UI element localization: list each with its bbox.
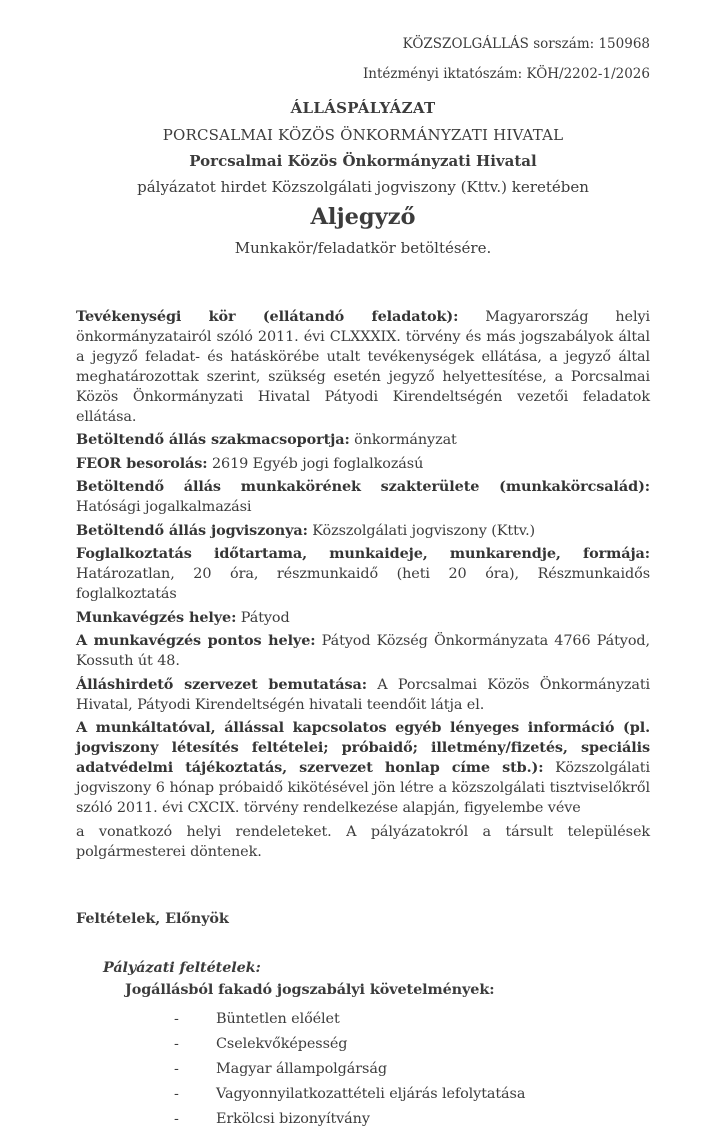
document-body: [76, 307, 650, 1129]
paragraph-text: Magyarország helyi önkormányzatairól szóló 2011. évi CLXXXIX. törvény és más jogszabályok által a jegyző feladat- és hatáskörébe utalt tevékenységek ellátása, a jegyző által meghatározottak szerint, szükség esetén jegyző helyettesítése, a Porcsalmai Közös Önkormányzati Hivatal Pátyodi Kirendeltségén vezetői feladatok ellátása.: [76, 308, 650, 425]
paragraph-profession-group: [76, 430, 650, 450]
paragraph-other-information: [76, 718, 650, 818]
list-item-text: Vagyonnyilatkozattételi eljárás lefolytatása: [216, 1085, 526, 1102]
paragraph-text: Határozatlan, 20 óra, részmunkaidő (heti 20 óra), Részmunkaidős foglalkoztatás: [76, 566, 650, 602]
paragraph-text: önkormányzat: [354, 432, 457, 448]
paragraph-organization-intro: [76, 675, 650, 715]
paragraph-label: A munkavégzés pontos helye:: [76, 632, 316, 649]
document-meta: [76, 36, 650, 82]
paragraph-legal-relation: [76, 521, 650, 541]
paragraph-text: Pátyod Község Önkormányzata 4766 Pátyod, Kossuth út 48.: [76, 633, 650, 669]
paragraph-label: Foglalkoztatás időtartama, munkaideje, munkarendje, formája:: [76, 545, 650, 562]
paragraph-job-specialty: [76, 477, 650, 517]
paragraph-label: Betöltendő állás munkakörének szakterülete (munkakörcsalád):: [76, 478, 650, 495]
serial-number-line: KÖZSZOLGÁLLÁS sorszám: 150968: [402, 36, 650, 52]
registration-number-line: Intézményi iktatószám: KÖH/2202-1/2026: [362, 66, 650, 83]
dash-bullet: -: [174, 1085, 179, 1102]
announcement-line: pályázatot hirdet Közszolgálati jogviszony (Kttv.) keretében: [137, 178, 589, 197]
paragraph-label: Betöltendő állás jogviszonya:: [76, 521, 308, 539]
list-item: [76, 1009, 650, 1029]
paragraph-continuation: a vonatkozó helyi rendeleteket. A pályázatokról a társult települések polgármesterei döntenek.: [76, 823, 650, 860]
list-item-text: Cselekvőképesség: [216, 1035, 348, 1052]
paragraph-employment-terms: [76, 544, 650, 604]
subsection-legal-requirements: Jogállásból fakadó jogszabályi követelmények:: [125, 980, 495, 998]
section-heading-conditions: Feltételek, Előnyök: [76, 909, 229, 927]
subsection-application-conditions: Pályázati feltételek:: [103, 958, 261, 976]
paragraph-text: 2619 Egyéb jogi foglalkozású: [211, 455, 424, 472]
list-item: [76, 1034, 650, 1054]
list-item-text: Büntetlen előélet: [216, 1010, 340, 1027]
dash-bullet: -: [174, 1110, 179, 1127]
list-item: [76, 1059, 650, 1079]
job-subtitle: Munkakör/feladatkör betöltésére.: [234, 239, 492, 258]
paragraph-exact-work-location: [76, 631, 650, 671]
requirements-list: [76, 1009, 650, 1129]
list-item: [76, 1109, 650, 1129]
announcement-title: ÁLLÁSPÁLYÁZAT: [290, 99, 436, 118]
paragraph-label: Álláshirdető szervezet bemutatása:: [76, 675, 367, 693]
document-header: [76, 100, 650, 257]
paragraph-text: Közszolgálati jogviszony 6 hónap próbaidő kikötésével jön létre a közszolgálati tisztviselőkről szóló 2011. évi CXCIX. törvény rendelkezése alapján, figyelembe véve: [76, 760, 650, 816]
job-title: Aljegyző: [310, 204, 416, 231]
paragraph-work-location: [76, 608, 650, 628]
paragraph-label: Betöltendő állás szakmacsoportja:: [76, 431, 350, 448]
paragraph-label: Munkavégzés helye:: [76, 608, 237, 626]
list-item: [76, 1084, 650, 1104]
paragraph-text: Hatósági jogalkalmazási: [76, 499, 252, 515]
list-item-text: Magyar állampolgárság: [216, 1060, 387, 1077]
paragraph-label: A munkáltatóval, állással kapcsolatos egyéb lényeges információ (pl. jogviszony létesítés feltételei; próbaidő; illetmény/fizetés, speciális adatvédelmi tájékoztatás, szervezet honlap címe stb.):: [76, 719, 650, 776]
organization-name-caps: PORCSALMAI KÖZÖS ÖNKORMÁNYZATI HIVATAL: [162, 125, 564, 144]
paragraph-label: FEOR besorolás:: [76, 454, 208, 472]
paragraph-text: A Porcsalmai Közös Önkormányzati Hivatal, Pátyodi Kirendeltségén hivatali teendőit látja el.: [76, 676, 650, 713]
paragraph-text: Közszolgálati jogviszony (Kttv.): [312, 522, 536, 539]
paragraph-activity-scope: [76, 307, 650, 427]
paragraph-feor-classification: [76, 454, 650, 474]
dash-bullet: -: [174, 1035, 179, 1052]
dash-bullet: -: [174, 1060, 179, 1077]
paragraph-text: Pátyod: [240, 609, 290, 626]
organization-name: Porcsalmai Közös Önkormányzati Hivatal: [189, 151, 537, 170]
list-item-text: Erkölcsi bizonyítvány: [216, 1110, 370, 1127]
paragraph-label: Tevékenységi kör (ellátandó feladatok):: [76, 307, 459, 325]
dash-bullet: -: [174, 1010, 179, 1027]
